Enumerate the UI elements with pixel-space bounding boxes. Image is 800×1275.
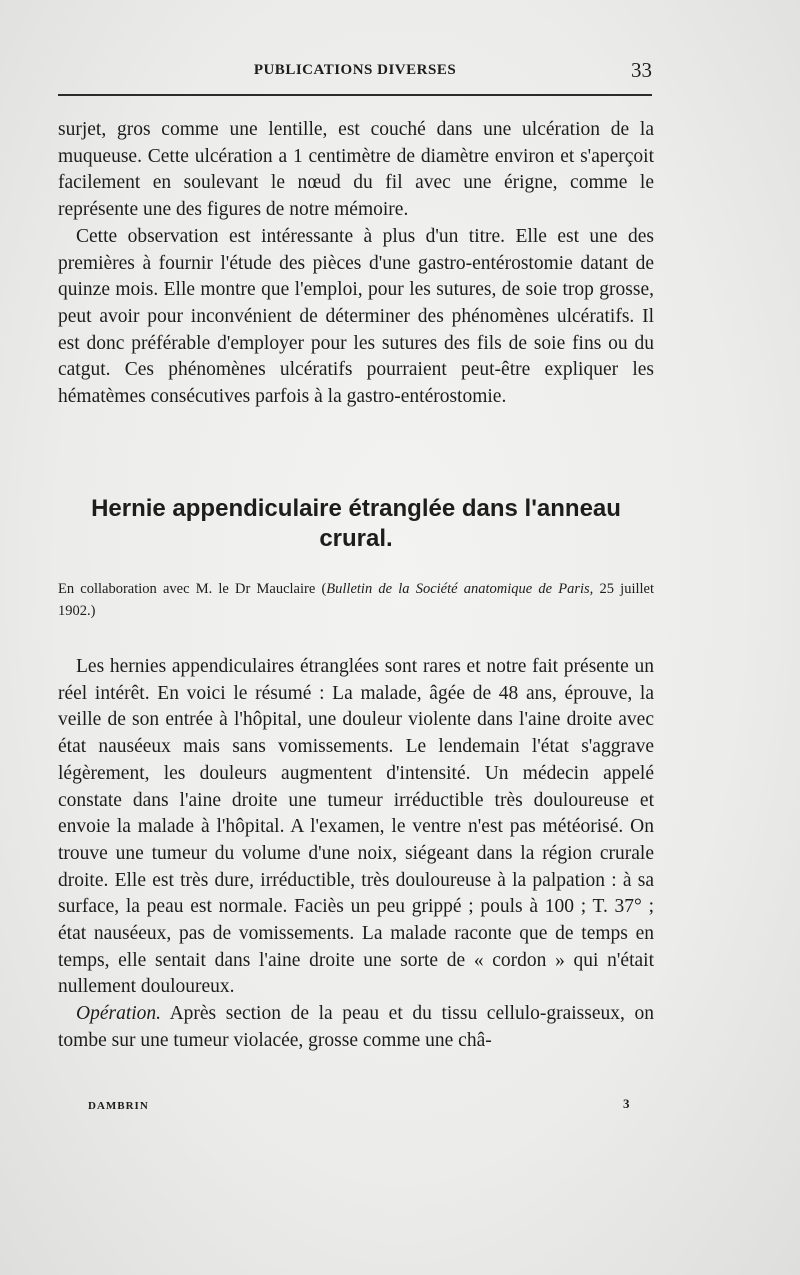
intro-paragraph-1: surjet, gros comme une lentille, est couché dans une ulcération de la muqueuse. Cette ulcération a 1 centimètre de diamètre environ et s'aperçoit facilement en soulevant le nœud du fil avec une érigne, comme le représente une des figures de notre mémoire.	[58, 119, 654, 221]
section-title: Hernie appendiculaire étranglée dans l'anneau crural.	[91, 495, 621, 552]
operation-paragraph	[58, 1001, 654, 1054]
collaboration-date: 25 juillet 1902.)	[58, 581, 654, 619]
header-rule	[58, 94, 652, 96]
collaboration-note	[58, 578, 654, 622]
page-number: 33	[631, 58, 652, 82]
collaboration-source: Bulletin de la Société anatomique de Paris,	[326, 581, 594, 597]
intro-paragraph-2: Cette observation est intéressante à plus d'un titre. Elle est une des premières à fournir l'étude des pièces d'une gastro-entérostomie datant de quinze mois. Elle montre que l'emploi, pour les sutures, de soie trop grosse, peut avoir pour inconvénient de déterminer des phénomènes ulcératifs. Il est donc préférable d'employer pour les sutures des fils de soie fins ou du catgut. Ces phénomènes ulcératifs pourraient peut-être expliquer les hématèmes consécutives parfois à la gastro-entérostomie.	[58, 225, 654, 408]
page-header	[58, 58, 652, 88]
footer-author: DAMBRIN	[88, 1100, 149, 1112]
intro-text-block	[58, 117, 654, 411]
running-title: PUBLICATIONS DIVERSES	[253, 62, 457, 78]
operation-text: Après section de la peau et du tissu cellulo-graisseux, on tombe sur une tumeur violacée, grosse comme une châ-	[58, 1003, 654, 1051]
operation-label: Opération.	[76, 1003, 162, 1025]
main-text-block	[58, 654, 654, 1055]
main-paragraph-1: Les hernies appendiculaires étranglées sont rares et notre fait présente un réel intérêt. En voici le résumé : La malade, âgée de 48 ans, éprouve, la veille de son entrée à l'hôpital, une douleur violente dans l'aine droite avec état nauséeux mais sans vomissements. Le lendemain l'état s'aggrave légèrement, les douleurs augmentent d'intensité. Un médecin appelé constate dans l'aine droite une tumeur irréductible très douloureuse et envoie la malade à l'hôpital. A l'examen, le ventre n'est pas météorisé. On trouve une tumeur du volume d'une noix, siégeant dans la région crurale droite. Elle est très dure, irréductible, très douloureuse à la palpation : à sa surface, la peau est normale. Faciès un peu grippé ; pouls à 100 ; T. 37° ; état nauséeux, pas de vomissements. La malade raconte que de temps en temps, elle sentait dans l'aine droite une sorte de « cordon » qui n'était nullement douloureux.	[58, 656, 654, 998]
collaboration-prefix: En collaboration avec M. le Dr Mauclaire (	[58, 581, 327, 597]
footer-signature: 3	[623, 1096, 630, 1111]
